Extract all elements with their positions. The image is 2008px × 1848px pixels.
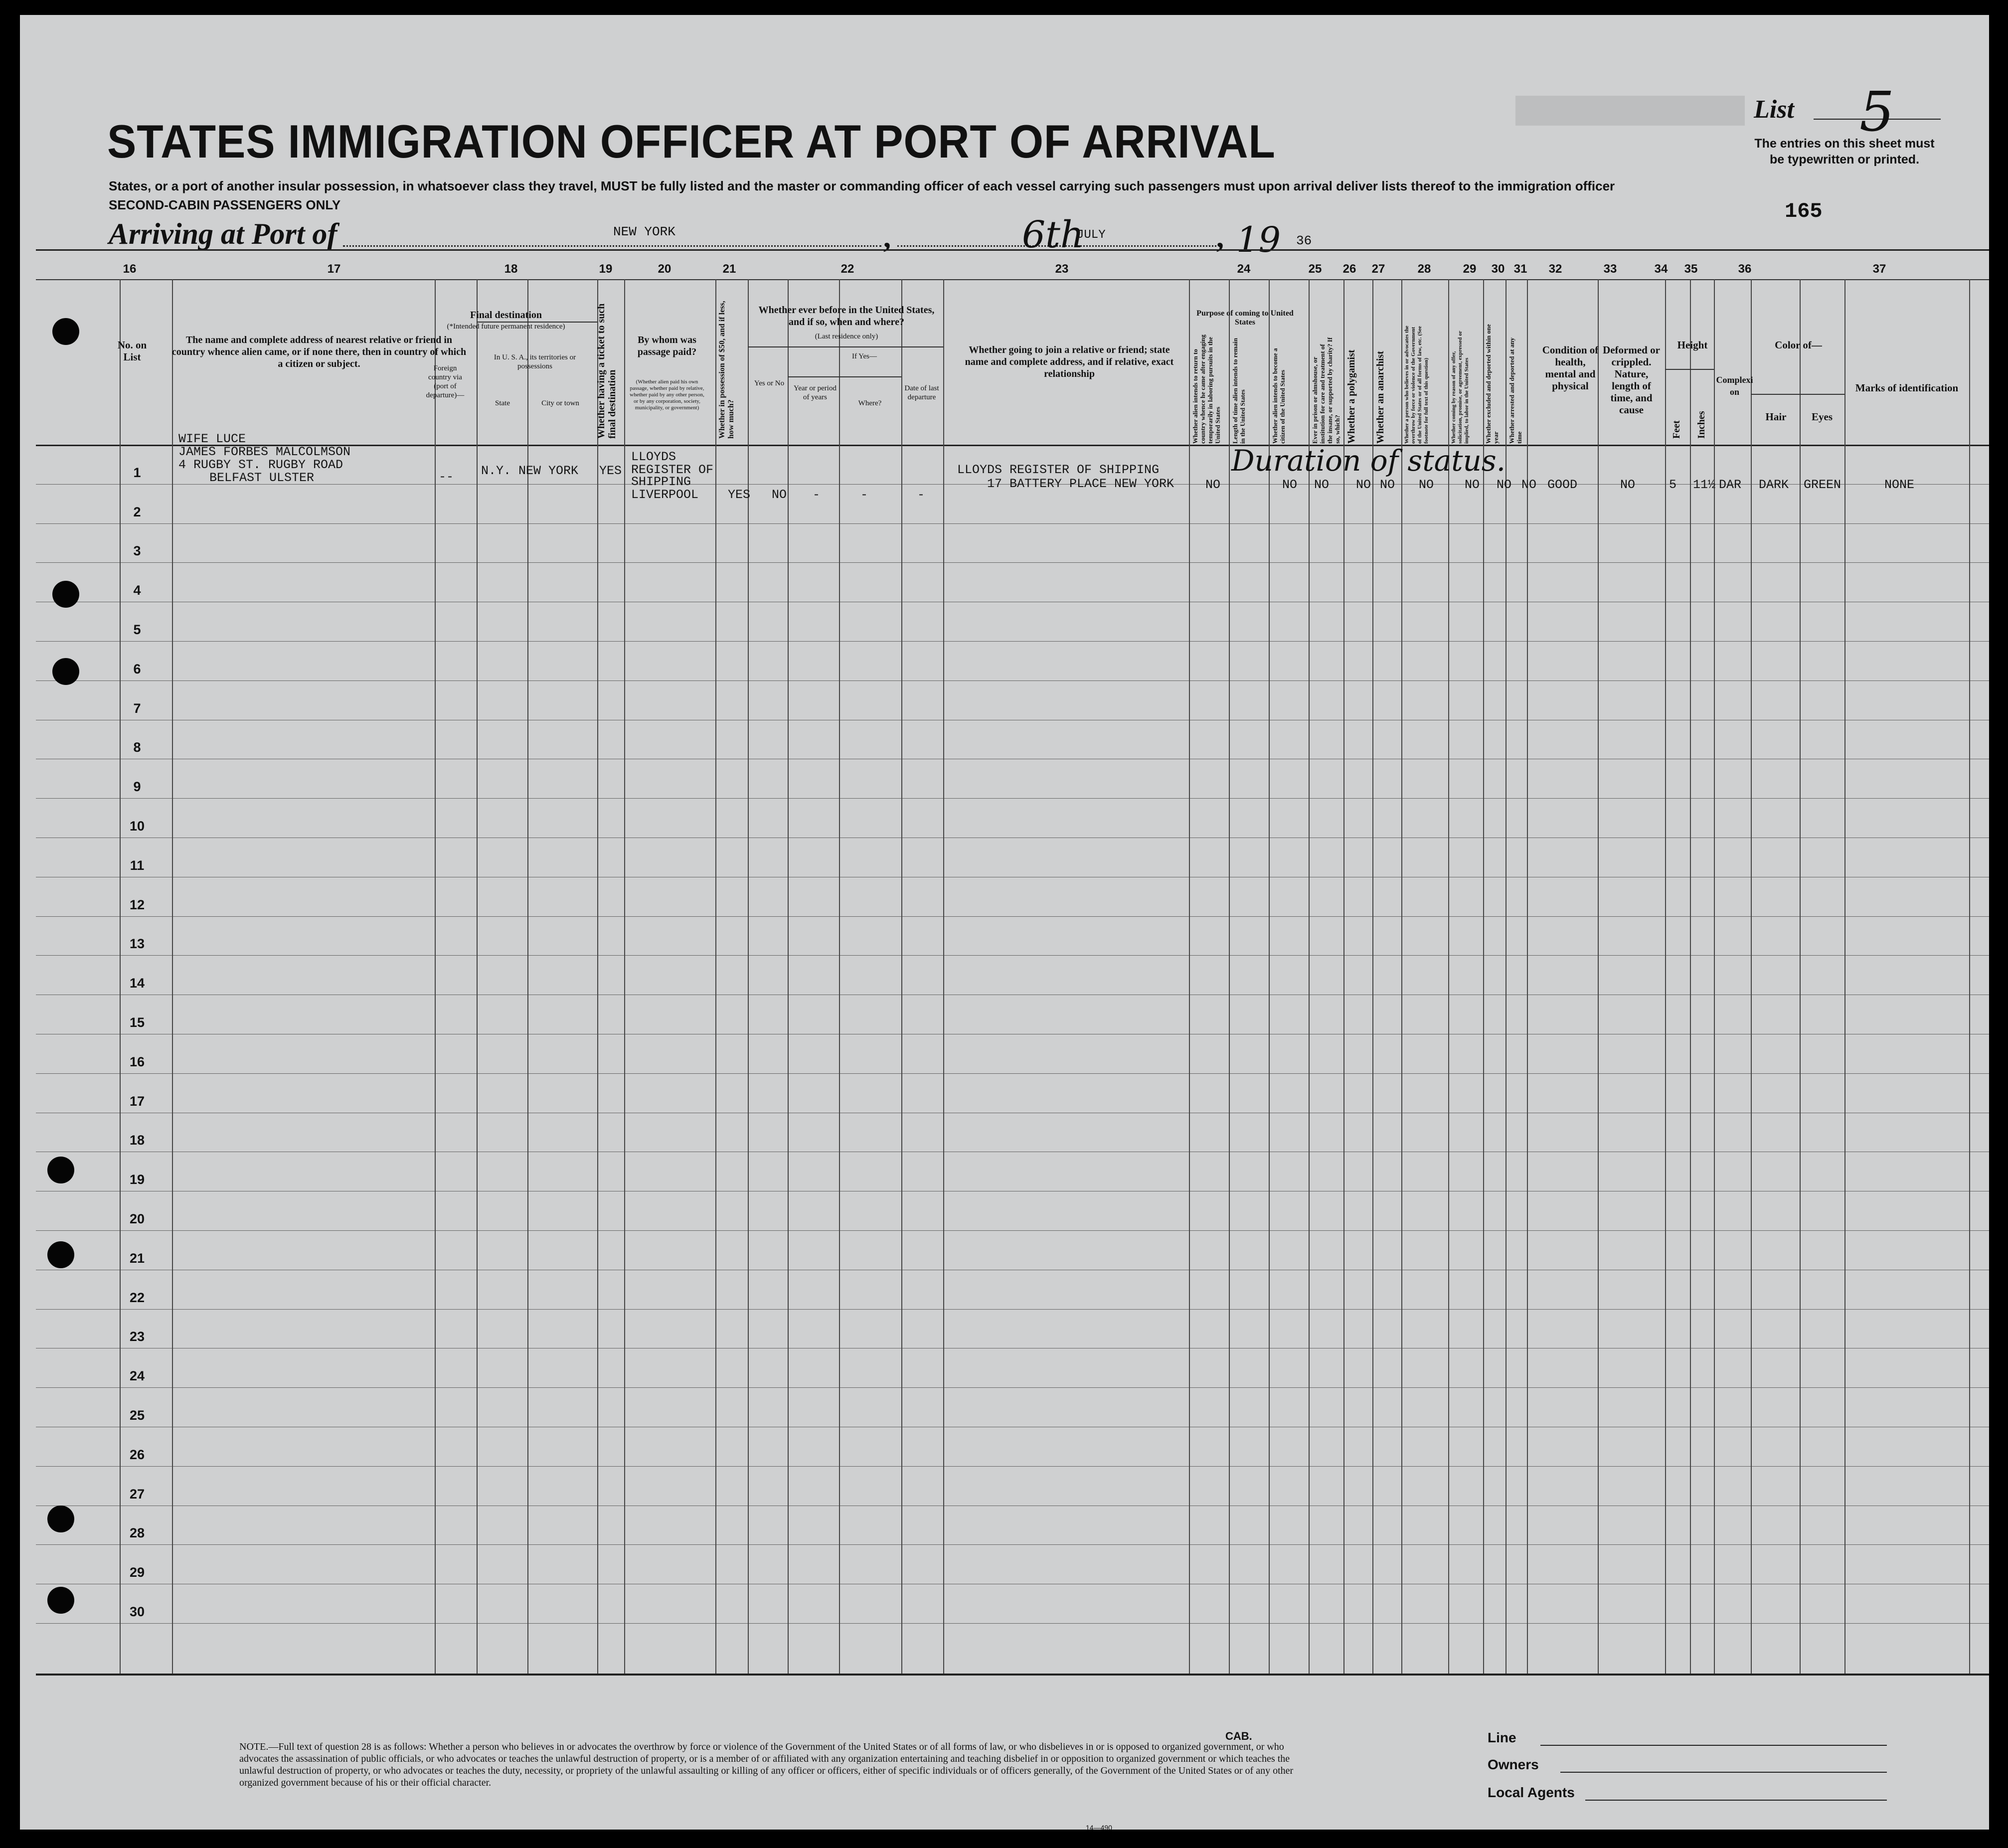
entry-date-departure: - [917,488,925,502]
entry-excluded: NO [1497,478,1512,492]
row-number: 5 [133,622,141,637]
sheet-number: 165 [1785,199,1823,223]
passenger-class: SECOND-CABIN PASSENGERS ONLY [109,197,341,212]
col-32: 32 [1548,262,1562,276]
column-divider [1969,279,1970,1674]
column-divider [1751,279,1752,1674]
header-date-departure: Date of last departure [904,384,939,401]
row-number: 3 [133,543,141,559]
header-yes-no: Yes or No [754,379,785,387]
col-33: 33 [1603,262,1617,276]
col-30: 30 [1491,262,1505,276]
col-23: 23 [1055,262,1069,276]
binder-hole [52,581,79,608]
row-number: 14 [129,976,145,991]
header-feet: Feet [1671,420,1682,439]
column-divider [1448,279,1449,1674]
header-no-on-list: No. on List [117,339,147,363]
column-divider [1309,279,1310,1674]
row-rule [36,798,1989,799]
col-31: 31 [1513,262,1527,276]
header-before-us: Whether ever before in the United States, and if so, when and where? [758,305,935,328]
row-number: 19 [129,1172,145,1187]
col-22: 22 [840,262,854,276]
entry-inches: 11½ [1693,478,1716,492]
owners-label: Owners [1488,1757,1539,1772]
header-money: Whether in possession of $50, and if less, how much? [718,301,735,439]
row-number: 23 [129,1329,145,1344]
entry-prison: NO [1314,478,1330,492]
entry-paid-by-1: LLOYDS [631,450,676,464]
column-divider [901,279,902,1674]
row-number: 4 [133,583,141,598]
column-divider [435,279,436,1674]
arriving-label: Arriving at Port of [109,217,337,250]
header-where: Where? [858,399,882,407]
col-35: 35 [1684,262,1698,276]
entry-offer: NO [1465,478,1480,492]
entry-foreign-country: -- [439,470,454,484]
header-excluded: Whether excluded and deported within one year [1485,324,1500,444]
entry-address-2: BELFAST ULSTER [209,471,315,485]
row-number: 12 [129,897,145,912]
port-line [343,245,881,247]
header-sub-rule [748,346,943,347]
owners-underline [1560,1772,1887,1773]
binder-hole [47,1241,74,1268]
column-divider [624,279,625,1674]
row-number: 15 [129,1015,145,1030]
entry-polygamist: NO [1356,478,1371,492]
row-number: 16 [129,1054,145,1069]
col-18: 18 [504,262,518,276]
header-eyes: Eyes [1812,411,1833,423]
table-bottom-rule [36,1674,1989,1676]
column-divider [527,279,528,1674]
entry-before-us: NO [772,488,787,502]
header-inches: Inches [1696,411,1707,439]
entry-eyes: GREEN [1804,478,1841,492]
col-24: 24 [1237,262,1251,276]
header-year-period: Year or period of years [794,384,837,401]
line-label: Line [1488,1730,1516,1745]
header-sub-rule [1665,369,1714,370]
row-number: 9 [133,779,141,795]
table-top-rule [36,249,1989,251]
row-rule [36,1544,1989,1545]
row-rule [36,641,1989,642]
col-36: 36 [1738,262,1752,276]
col-28: 28 [1417,262,1431,276]
footnote: NOTE.—Full text of question 28 is as follows: Whether a person who believes in or advocates the overthrow by force or violence of the Government of the United States or of all forms of law, or who disbelieves in or is opposed to organized government, or who advocates the assassination of public officials, or who advocates or teaches the unlawful destruction of property, or is a member of or affiliated with any organization entertaining and teaching disbelief in or opposition to organized government or which teaches the unlawful destruction of property, or who advocates or teaches the duty, necessity, or propriety of the unlawful assaulting or killing of any officer or officers, either of specific individuals or of officers generally, of the Government of the United States or of any other organized government because of his or their official character. [239,1741,1294,1788]
col-21: 21 [722,262,736,276]
line-underline [1540,1745,1887,1746]
list-number: 5 [1859,80,1894,144]
header-purpose-a: Whether alien intends to return to country whence he came after engaging temporarily in laboring pursuits in the United States [1191,335,1221,444]
comma: , [1216,221,1224,254]
colnum-rule [36,279,1989,280]
binder-hole [47,1506,74,1532]
entries-note-line-1: The entries on this sheet must [1754,137,1935,151]
column-divider [839,279,840,1674]
col-20: 20 [658,262,671,276]
col-17: 17 [327,262,341,276]
entry-hair: DARK [1759,478,1789,492]
row-number: 11 [130,857,145,873]
row-number: 10 [129,819,145,834]
row-number: 6 [133,661,141,676]
row-number: 13 [129,936,145,952]
row-rule [36,916,1989,917]
entry-year-period: - [813,488,821,502]
column-divider [943,279,944,1674]
header-in-usa: In U. S. A., its territories or possessions [494,353,576,370]
header-offer: Whether coming by reason of any offer, solicitation, promise, or agreement, expressed or implied, to labor in the United States [1451,331,1470,444]
entry-purpose-b-handwritten: Duration of status. [1231,444,1506,478]
row-number: 27 [129,1486,145,1502]
binder-hole [52,658,79,685]
entry-joining-2: 17 BATTERY PLACE NEW YORK [987,477,1174,491]
row-number: 17 [129,1093,145,1109]
col-34: 34 [1654,262,1668,276]
entry-overthrow: NO [1419,478,1434,492]
entry-money: YES [728,488,751,502]
header-purpose-b: Length of time alien intends to remain in the United States [1231,337,1246,444]
header-condition: Condition of health, mental and physical [1542,344,1599,392]
col-27: 27 [1371,262,1385,276]
row-number: 2 [133,504,141,519]
header-color-of: Color of— [1775,339,1822,351]
row-number: 18 [129,1133,145,1148]
faded-header-text [1515,96,1745,126]
row-number: 21 [129,1250,145,1266]
day-value: 6th [1022,213,1084,256]
header-last-residence: (Last residence only) [815,333,878,340]
header-sub-rule [788,376,901,377]
header-by-whom-note: (Whether alien paid his own passage, whether paid by relative, whether paid by any other person, or by any corporation, society, municipality, or government) [630,379,704,411]
column-divider [1189,279,1190,1674]
col-25: 25 [1308,262,1322,276]
header-overthrow: Whether a person who believes in or advocates the overthrow by force or violence of the Government of the United States or of all forms of law, etc. (See footnote for full text of this question) [1404,326,1429,444]
column-divider [1598,279,1599,1674]
column-divider [1401,279,1402,1674]
entry-relation: WIFE LUCE [178,432,246,446]
entry-anarchist: NO [1380,478,1395,492]
year-value: 36 [1296,233,1312,248]
binder-hole [52,318,79,345]
column-divider [1229,279,1230,1674]
local-agents-label: Local Agents [1488,1785,1575,1800]
entry-arrested: NO [1521,478,1537,492]
column-divider [1844,279,1845,1674]
column-divider [1372,279,1373,1674]
entry-city: NEW YORK [518,464,579,478]
entry-paid-by-2: REGISTER OF [631,463,714,477]
entry-paid-by-3: SHIPPING [631,475,691,489]
column-divider [788,279,789,1674]
header-deformed: Deformed or crippled. Nature, length of time, and cause [1603,344,1660,416]
row-number: 25 [129,1408,145,1423]
row-number: 7 [133,700,141,716]
row-number: 24 [129,1368,145,1384]
header-complexion: Complexion [1716,375,1753,397]
col-37: 37 [1872,262,1886,276]
entry-ticket: YES [599,464,622,478]
header-height: Height [1677,339,1708,351]
row-number: 26 [129,1447,145,1462]
header-polygamist: Whether a polygamist [1346,349,1357,444]
header-ticket: Whether having a ticket to such final destination [596,303,618,439]
row-rule [36,1387,1989,1388]
header-anarchist: Whether an anarchist [1375,351,1386,444]
entry-purpose-a: NO [1205,478,1221,492]
column-divider [477,279,478,1674]
header-final-dest-note: (*Intended future permanent residence) [447,323,565,331]
column-divider [1269,279,1270,1674]
entry-relative-name: JAMES FORBES MALCOLMSON [178,445,351,459]
row-number: 22 [129,1290,145,1305]
header-join-relative: Whether going to join a relative or friend; state name and complete address, and if relative, exact relationship [965,344,1174,379]
entry-deformed: NO [1620,478,1636,492]
row-rule [36,955,1989,956]
column-divider [1800,279,1801,1674]
row-rule [36,1623,1989,1624]
form-number: 14—490 [1086,1824,1112,1832]
column-divider [1483,279,1484,1674]
header-sub-rule [1751,394,1844,395]
row-number: 30 [129,1604,145,1619]
page-title: STATES IMMIGRATION OFFICER AT PORT OF ARRIVAL [107,115,1276,168]
entry-state: N.Y. [481,464,511,478]
col-26: 26 [1342,262,1356,276]
entries-note-line-2: be typewritten or printed. [1769,153,1920,167]
header-prison: Ever in prison or almshouse, or institution for care and treatment of the insane, or supported by charity? If so, which? [1311,337,1341,444]
column-divider [1690,279,1691,1674]
manifest-sheet [20,15,1989,1830]
year-prefix: 19 [1236,219,1281,260]
row-number: 28 [129,1525,145,1541]
header-state: State [495,399,510,407]
entry-joining-1: LLOYDS REGISTER OF SHIPPING [957,463,1160,477]
col-29: 29 [1463,262,1477,276]
column-divider [715,279,716,1674]
header-relative: The name and complete address of nearest relative or friend in country whence alien came, or if none there, then in country of which a citizen or subject. [171,335,467,369]
binder-hole [47,1587,74,1614]
instruction-text: States, or a port of another insular possession, in whatsoever class they travel, MUST be fully listed and the master or commanding officer of each vessel carrying such passengers must upon arrival deliver lists thereof to the immigration officer [109,178,1615,193]
row-number: 20 [129,1211,145,1226]
binder-hole [47,1157,74,1183]
header-if-yes: If Yes— [851,352,877,360]
header-arrested: Whether arrested and deported at any time [1508,337,1523,444]
entry-complexion: DAR [1719,478,1742,492]
entry-address-1: 4 RUGBY ST. RUGBY ROAD [178,458,343,472]
comma: , [883,221,891,254]
header-by-whom: By whom was passage paid? [637,335,697,357]
header-final-destination: Final destination [470,310,542,321]
row-number: 1 [133,465,141,480]
col-16: 16 [123,262,137,276]
cab-label: CAB. [1225,1730,1252,1742]
agents-underline [1585,1800,1887,1801]
entry-where: - [860,488,868,502]
row-rule [36,523,1989,524]
entry-feet: 5 [1669,478,1677,492]
row-rule [36,562,1989,563]
header-marks: Marks of identification [1855,382,1959,394]
row-number: 29 [129,1565,145,1580]
header-purpose: Purpose of coming to United States [1196,309,1294,327]
entry-health: GOOD [1547,478,1578,492]
port-value: NEW YORK [613,224,675,239]
row-rule [36,1073,1989,1074]
header-hair: Hair [1765,411,1787,423]
row-number: 8 [133,740,141,755]
list-label: List [1754,95,1794,124]
col-19: 19 [599,262,613,276]
header-purpose-c: Whether alien intends to become a citizen of the United States [1271,348,1286,444]
entry-marks: NONE [1884,478,1915,492]
header-foreign-country: Foreign country via (port of departure)— [426,364,465,399]
column-divider [1343,279,1344,1674]
row-rule [36,1309,1989,1310]
column-divider [172,279,173,1674]
header-city: City or town [541,399,579,407]
row-rule [36,680,1989,681]
entry-paid-by-4: LIVERPOOL [631,488,699,502]
month-value: JULY [1077,228,1106,242]
column-divider [597,279,598,1674]
row-rule [36,1466,1989,1467]
column-divider [1665,279,1666,1674]
entries-note [1720,136,1969,168]
entry-purpose-c: NO [1282,478,1298,492]
row-rule [36,1230,1989,1231]
